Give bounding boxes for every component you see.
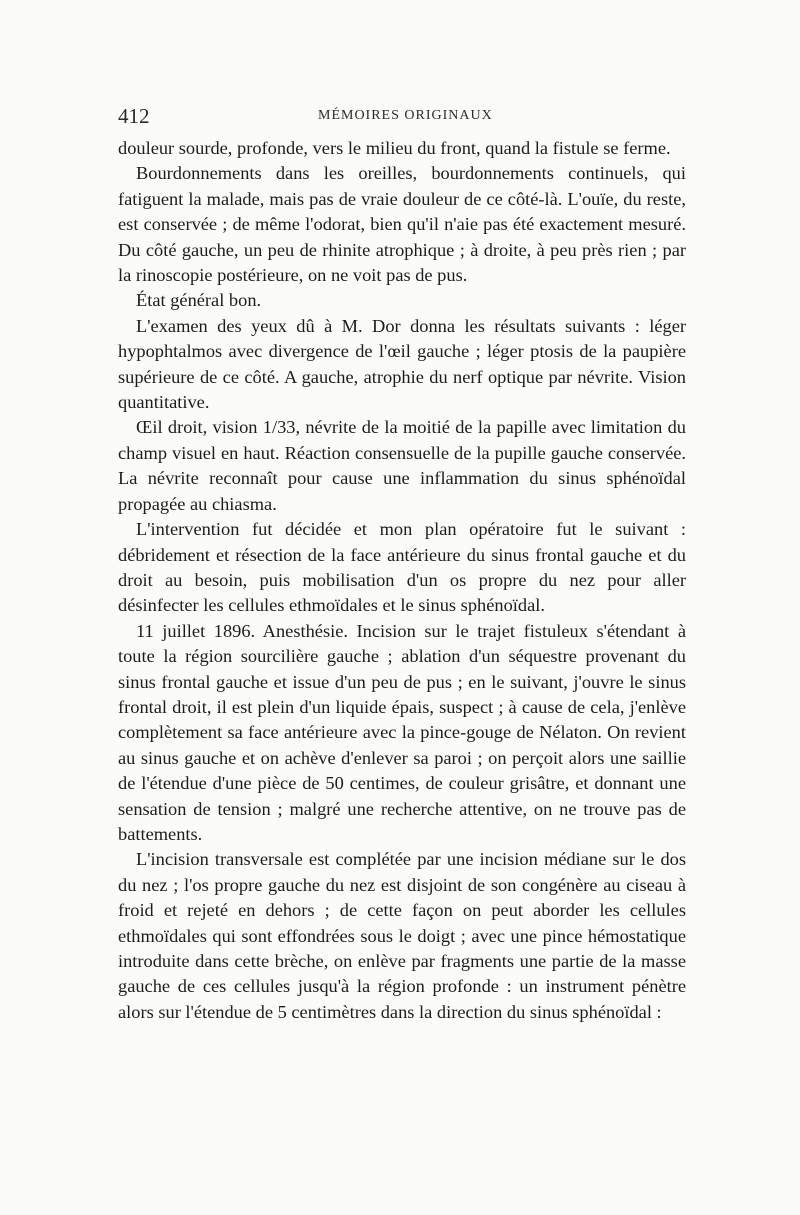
running-title: MÉMOIRES ORIGINAUX — [318, 108, 493, 123]
text-body — [118, 136, 686, 1025]
page-header — [118, 104, 686, 130]
page-number: 412 — [118, 104, 150, 128]
paragraph: État général bon. — [136, 290, 262, 311]
paragraph: Bourdonnements dans les oreilles, bourdonnements continuels, qui fatiguent la malade, mais pas de vraie douleur de ce côté-là. L'ouïe, du reste, est conservée ; de même l'odorat, bien qu'il n'aie pas été exactement mesuré. Du côté gauche, un peu de rhinite atrophique ; à droite, à peu près rien ; par la rinoscopie postérieure, on ne voit pas de pus. — [118, 163, 686, 286]
paragraph: L'incision transversale est complétée par une incision médiane sur le dos du nez ; l'os propre gauche du nez est disjoint de son congénère au ciseau à froid et rejeté en dehors ; de cette façon on peut aborder les cellules ethmoïdales qui sont effondrées sous le doigt ; avec une pince hémostatique introduite dans cette brèche, on enlève par fragments une partie de la masse gauche de ces cellules jusqu'à la région profonde : un instrument pénètre alors sur l'étendue de 5 centimètres dans la direction du sinus sphénoïdal : — [118, 849, 686, 1022]
paragraph: L'examen des yeux dû à M. Dor donna les résultats suivants : léger hypophtalmos avec divergence de l'œil gauche ; léger ptosis de la paupière supérieure de ce côté. A gauche, atrophie du nerf optique par névrite. Vision quantitative. — [118, 315, 686, 413]
paragraph: L'intervention fut décidée et mon plan opératoire fut le suivant : débridement et résection de la face antérieure du sinus frontal gauche et du droit au besoin, puis mobilisation d'un os propre du nez pour aller désinfecter les cellules ethmoïdales et le sinus sphénoïdal. — [118, 519, 686, 616]
paragraph: douleur sourde, profonde, vers le milieu du front, quand la fistule se ferme. — [118, 138, 671, 158]
paragraph: 11 juillet 1896. Anesthésie. Incision sur le trajet fistuleux s'étendant à toute la région sourcilière gauche ; ablation d'un séquestre provenant du sinus frontal gauche et issue d'un peu de pus ; en le suivant, j'ouvre le sinus frontal droit, il est plein d'un liquide épais, suspect ; à cause de cela, j'enlève complètement sa face antérieure avec la pince-gouge de Nélaton. On revient au sinus gauche et on achève d'enlever sa paroi ; on perçoit alors une saillie de l'étendue d'une pièce de 50 centimes, de couleur grisâtre, et donnant une sensation de tension ; malgré une recherche attentive, on ne trouve pas de battements. — [118, 620, 686, 844]
paragraph: Œil droit, vision 1/33, névrite de la moitié de la papille avec limitation du champ visuel en haut. Réaction consensuelle de la pupille gauche conservée. La névrite reconnaît pour cause une inflammation du sinus sphénoïdal propagée au chiasma. — [118, 417, 686, 514]
